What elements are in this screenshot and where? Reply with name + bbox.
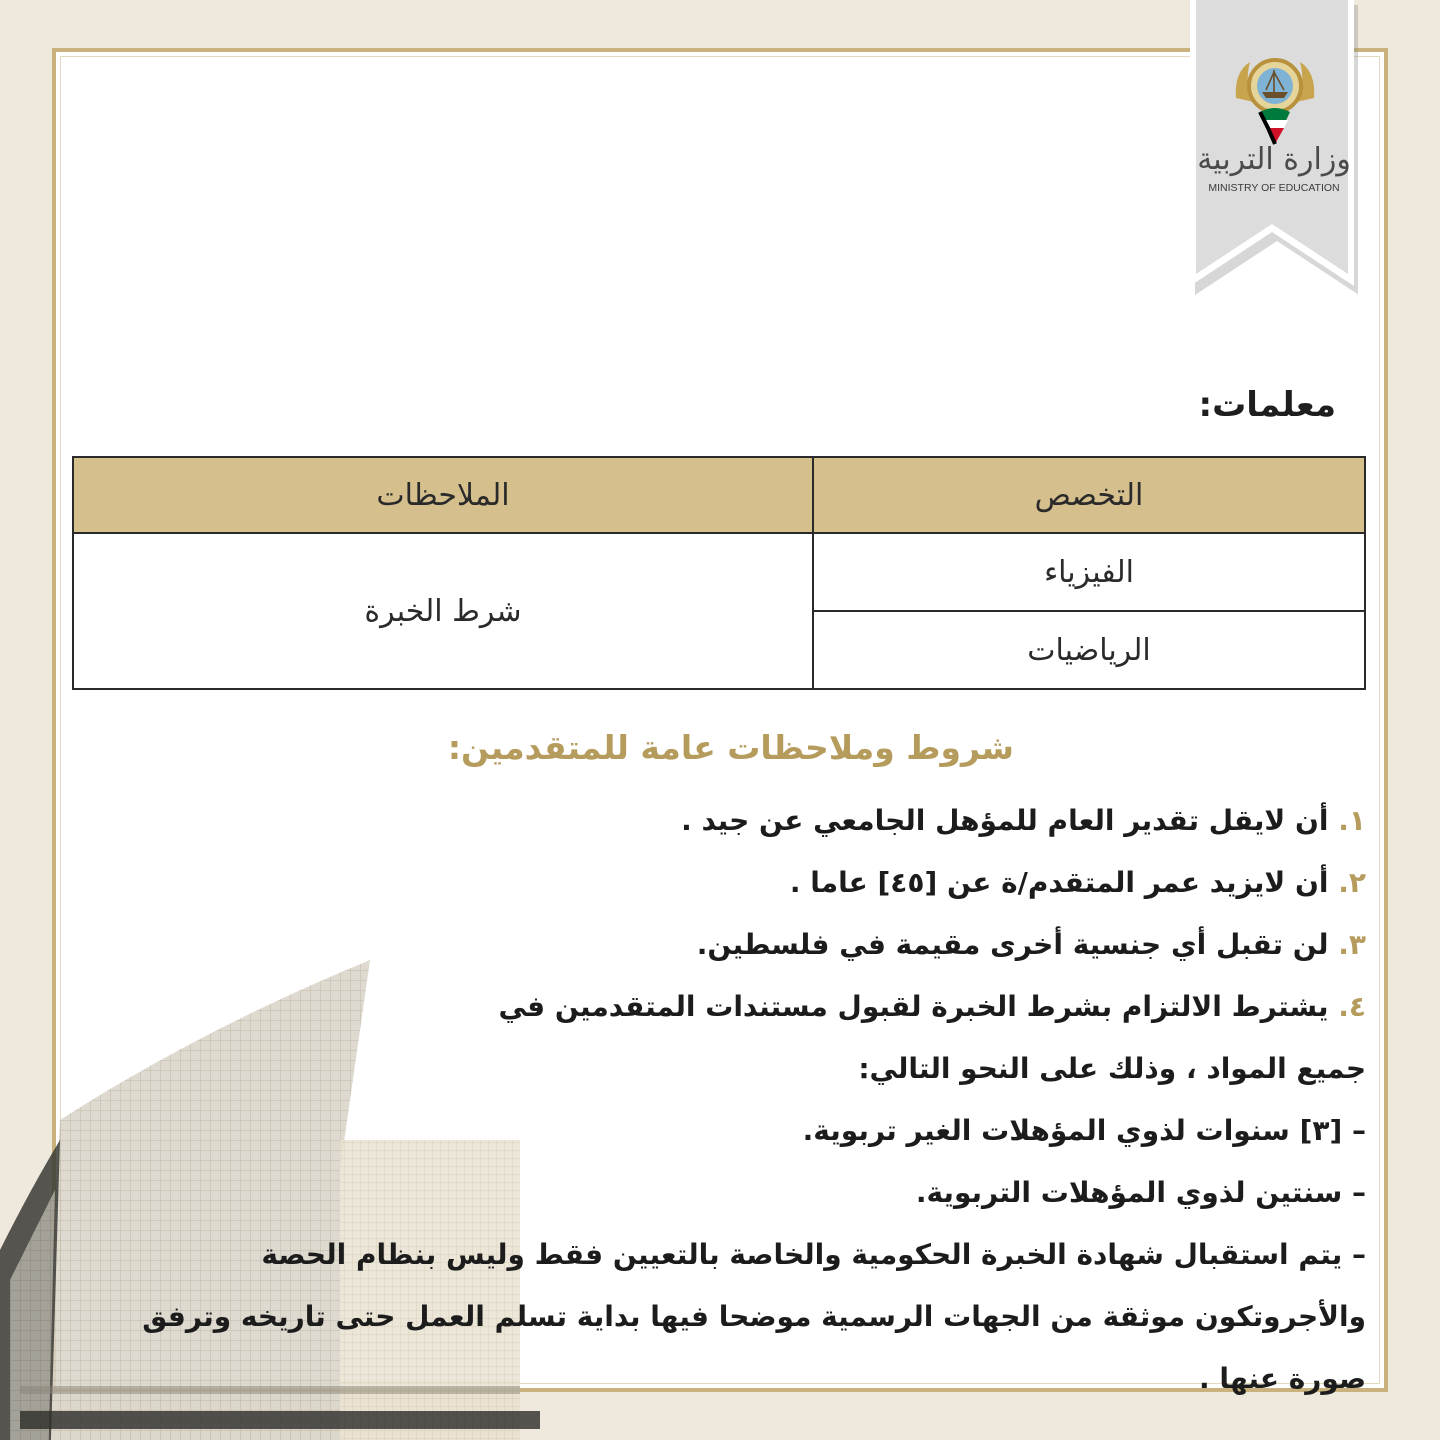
condition-item <box>126 852 1366 914</box>
specialties-table <box>72 456 1366 690</box>
page-title: معلمات: <box>1198 385 1336 425</box>
table-header-row <box>73 457 1365 533</box>
experience-sub-item: – [٣] سنوات لذوي المؤهلات الغير تربوية. <box>802 1114 1366 1147</box>
ministry-name-english: MINISTRY OF EDUCATION <box>1208 182 1340 194</box>
header-notes: الملاحظات <box>73 457 813 533</box>
condition-number: ٣. <box>1338 928 1366 961</box>
kuwait-emblem-icon <box>1230 48 1320 148</box>
condition-item <box>126 914 1366 976</box>
cell-specialty: الفيزياء <box>813 533 1365 611</box>
condition-text: لن تقبل أي جنسية أخرى مقيمة في فلسطين. <box>696 928 1339 961</box>
condition-item <box>126 976 1366 1038</box>
cell-specialty: الرياضيات <box>813 611 1365 689</box>
condition-item <box>126 790 1366 852</box>
condition-number: ٢. <box>1338 866 1366 899</box>
conditions-title: شروط وملاحظات عامة للمتقدمين: <box>447 728 1014 767</box>
condition-number: ٤. <box>1338 990 1366 1023</box>
ministry-name-arabic: وزارة التربية <box>1197 142 1351 177</box>
condition-text: أن لايزيد عمر المتقدم/ة عن [٤٥] عاما . <box>789 866 1339 899</box>
experience-sub-item: – يتم استقبال شهادة الخبرة الحكومية والخاصة بالتعيين فقط وليس بنظام الحصة والأجروتكون موثقة من الجهات الرسمية موضحا فيها بداية تسلم العمل حتى تاريخه وترفق صورة عنها . <box>142 1238 1366 1395</box>
condition-number: ١. <box>1338 804 1366 837</box>
condition-continuation: جميع المواد ، وذلك على النحو التالي: <box>858 1052 1366 1085</box>
condition-text: يشترط الالتزام بشرط الخبرة لقبول مستندات المتقدمين في <box>498 990 1339 1023</box>
conditions-list <box>126 790 1366 1410</box>
condition-text: أن لايقل تقدير العام للمؤهل الجامعي عن جيد . <box>681 804 1339 837</box>
cell-note: شرط الخبرة <box>73 533 813 689</box>
experience-sub-item: – سنتين لذوي المؤهلات التربوية. <box>915 1176 1366 1209</box>
header-specialty: التخصص <box>813 457 1365 533</box>
table-row <box>73 533 1365 611</box>
